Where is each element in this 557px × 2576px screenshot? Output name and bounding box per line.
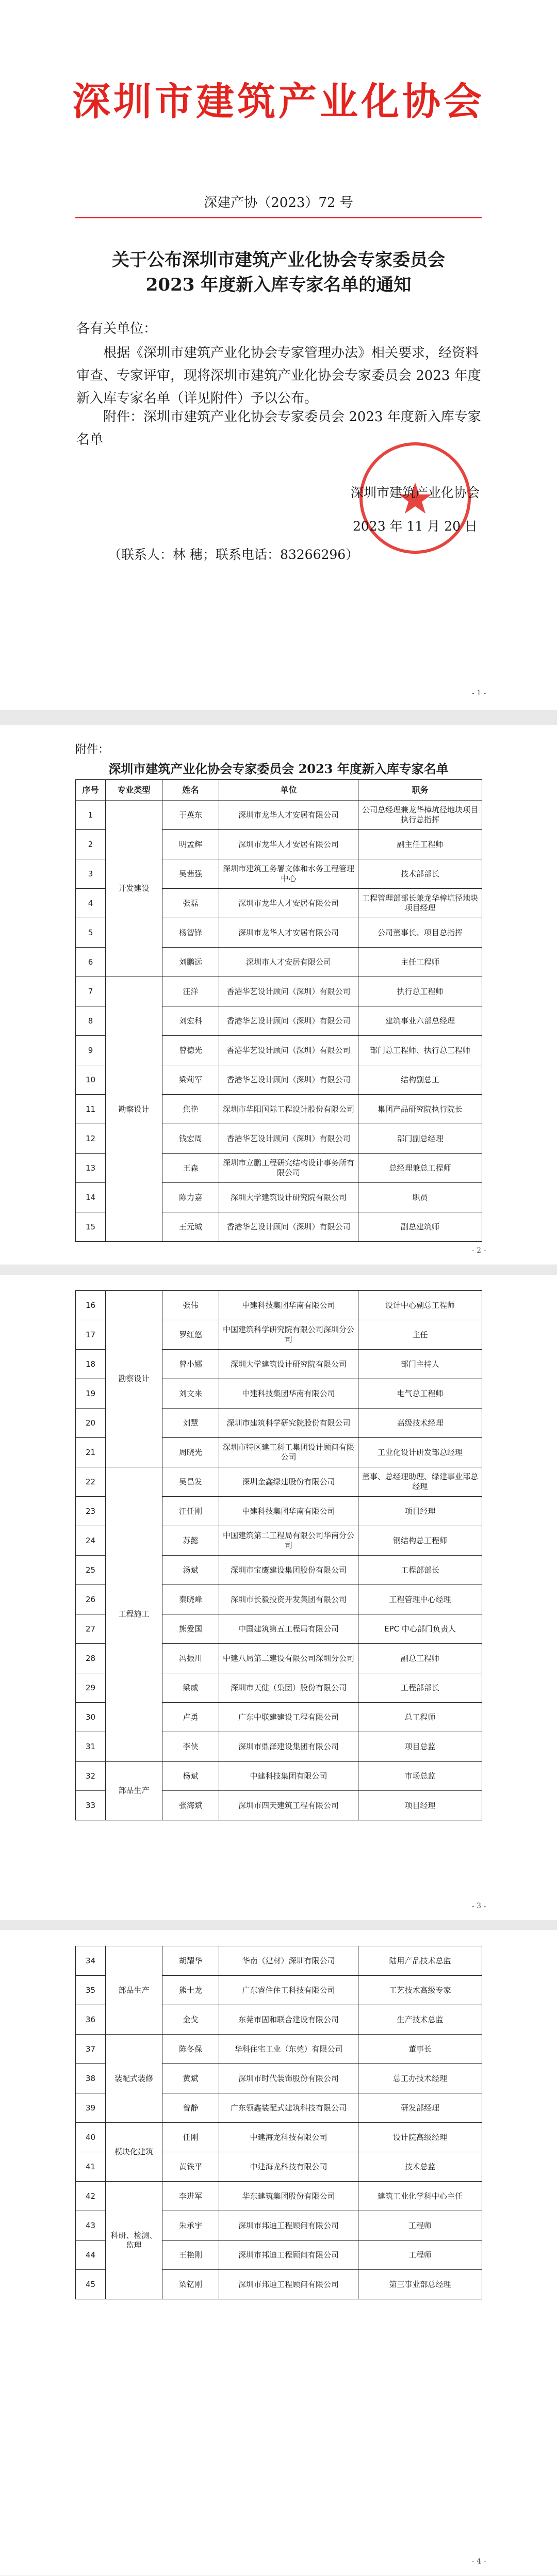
cell-unit: 深圳市邦迪工程顾问有限公司	[219, 2270, 358, 2299]
attachment-note: 附件：深圳市建筑产业化协会专家委员会 2023 年度新入库专家名单	[76, 409, 481, 447]
table-row	[76, 2035, 482, 2064]
cell-unit: 华东建筑集团股份有限公司	[219, 2182, 358, 2211]
annex-label: 附件：	[75, 743, 110, 756]
cell-post: 总经理兼总工程师	[358, 1154, 482, 1183]
cell-name: 于英东	[162, 801, 219, 830]
page-number: - 4 -	[472, 2557, 486, 2566]
table-row	[76, 801, 482, 830]
cell-no: 44	[76, 2241, 106, 2270]
cell-post: 董事、总经理助理、绿建事业部总经理	[358, 1467, 482, 1497]
cell-unit: 华科住宅工业（东莞）有限公司	[219, 2035, 358, 2064]
cell-unit: 中国建筑第五工程局有限公司	[219, 1614, 358, 1644]
col-header-type: 专业类型	[106, 780, 162, 801]
cell-type: 勘察设计	[106, 1291, 162, 1467]
page-number: - 2 -	[472, 1246, 486, 1255]
cell-no: 7	[76, 977, 106, 1006]
page-1	[0, 0, 557, 710]
cell-post: 第三事业部总经理	[358, 2270, 482, 2299]
cell-post: 工业化设计研发部总经理	[358, 1438, 482, 1467]
expert-table-part-3	[75, 1946, 482, 2299]
cell-post: 钢结构总工程师	[358, 1526, 482, 1556]
annex-title: 深圳市建筑产业化协会专家委员会 2023 年度新入库专家名单	[108, 761, 449, 776]
cell-unit: 香港华艺设计顾问（深圳）有限公司	[219, 1124, 358, 1154]
cell-name: 梁钇刚	[162, 2270, 219, 2299]
cell-post: 执行总工程师	[358, 977, 482, 1006]
cell-name: 王元城	[162, 1212, 219, 1242]
cell-no: 28	[76, 1644, 106, 1673]
cell-post: 部门副总经理	[358, 1124, 482, 1154]
cell-unit: 深圳市龙华人才安居有限公司	[219, 830, 358, 859]
cell-name: 杨斌	[162, 1762, 219, 1791]
page-number: - 3 -	[472, 1902, 486, 1910]
cell-no: 26	[76, 1585, 106, 1614]
cell-post: 部门总工程师、执行总工程师	[358, 1036, 482, 1065]
cell-post: 建筑事业六部总经理	[358, 1006, 482, 1036]
cell-name: 胡耀华	[162, 1946, 219, 1976]
cell-post: 技术总监	[358, 2152, 482, 2182]
cell-no: 35	[76, 1976, 106, 2005]
document-number: 深建产协（2023）72 号	[204, 195, 353, 211]
salutation: 各有关单位：	[76, 321, 157, 337]
cell-post: 部门主持人	[358, 1350, 482, 1379]
cell-no: 38	[76, 2064, 106, 2093]
cell-unit: 广东中联建建设工程有限公司	[219, 1703, 358, 1732]
cell-post: 工程管理中心经理	[358, 1585, 482, 1614]
cell-no: 27	[76, 1614, 106, 1644]
cell-name: 张磊	[162, 889, 219, 918]
cell-name: 刘宏科	[162, 1006, 219, 1036]
cell-no: 8	[76, 1006, 106, 1036]
cell-no: 41	[76, 2152, 106, 2182]
cell-post: 研发部经理	[358, 2093, 482, 2123]
cell-unit: 深圳市建筑工务署文体和水务工程管理中心	[219, 859, 358, 889]
cell-name: 周晓光	[162, 1438, 219, 1467]
cell-name: 任刚	[162, 2123, 219, 2152]
cell-name: 冯振川	[162, 1644, 219, 1673]
body-paragraph: 根据《深圳市建筑产业化协会专家管理办法》相关要求，经资料审查、专家评审，现将深圳市建筑产业化协会专家委员会 2023 年度新入库专家名单（详见附件）予以公布。	[76, 345, 481, 406]
cell-no: 1	[76, 801, 106, 830]
cell-post: 工艺技术高级专家	[358, 1976, 482, 2005]
cell-no: 43	[76, 2211, 106, 2241]
cell-unit: 深圳市邦迪工程顾问有限公司	[219, 2241, 358, 2270]
cell-name: 李进军	[162, 2182, 219, 2211]
cell-name: 曾静	[162, 2093, 219, 2123]
cell-name: 陈力嘉	[162, 1183, 219, 1212]
col-header-unit: 单位	[219, 780, 358, 801]
cell-name: 钱宏周	[162, 1124, 219, 1154]
cell-no: 22	[76, 1467, 106, 1497]
cell-unit: 中国建筑科学研究院有限公司深圳分公司	[219, 1320, 358, 1350]
cell-post: 集团产品研究院执行院长	[358, 1095, 482, 1124]
cell-name: 曾小娜	[162, 1350, 219, 1379]
cell-name: 罗红悠	[162, 1320, 219, 1350]
cell-name: 刘慧	[162, 1409, 219, 1438]
cell-no: 30	[76, 1703, 106, 1732]
cell-no: 23	[76, 1497, 106, 1526]
cell-no: 24	[76, 1526, 106, 1556]
cell-name: 梁莉军	[162, 1065, 219, 1095]
cell-post: 陆用产品技术总监	[358, 1946, 482, 1976]
cell-name: 黄铁平	[162, 2152, 219, 2182]
cell-type: 科研、检测、监理	[106, 2182, 162, 2299]
cell-no: 18	[76, 1350, 106, 1379]
cell-no: 33	[76, 1791, 106, 1820]
cell-post: EPC 中心部门负责人	[358, 1614, 482, 1644]
cell-unit: 中建海龙科技有限公司	[219, 2123, 358, 2152]
cell-unit: 深圳市龙华人才安居有限公司	[219, 889, 358, 918]
cell-no: 29	[76, 1673, 106, 1703]
cell-unit: 深圳市天健（集团）股份有限公司	[219, 1673, 358, 1703]
cell-type: 勘察设计	[106, 977, 162, 1242]
cell-unit: 东莞市固和联合建设有限公司	[219, 2005, 358, 2035]
cell-unit: 香港华艺设计顾问（深圳）有限公司	[219, 1065, 358, 1095]
cell-no: 3	[76, 859, 106, 889]
cell-no: 37	[76, 2035, 106, 2064]
cell-unit: 中国建筑第二工程局有限公司华南分公司	[219, 1526, 358, 1556]
cell-post: 设计中心副总工程师	[358, 1291, 482, 1320]
cell-unit: 深圳大学建筑设计研究院有限公司	[219, 1183, 358, 1212]
cell-unit: 深圳市长毅投资开发集团有限公司	[219, 1585, 358, 1614]
cell-no: 16	[76, 1291, 106, 1320]
table-row	[76, 1291, 482, 1320]
cell-name: 金戈	[162, 2005, 219, 2035]
cell-unit: 中建科技集团华南有限公司	[219, 1379, 358, 1409]
cell-type: 模块化建筑	[106, 2123, 162, 2182]
page-number: - 1 -	[472, 689, 486, 697]
cell-name: 王艳刚	[162, 2241, 219, 2270]
cell-no: 12	[76, 1124, 106, 1154]
cell-no: 10	[76, 1065, 106, 1095]
cell-unit: 深圳市时代装饰股份有限公司	[219, 2064, 358, 2093]
cell-post: 项目经理	[358, 1791, 482, 1820]
cell-post: 工程师	[358, 2211, 482, 2241]
cell-post: 项目经理	[358, 1497, 482, 1526]
cell-name: 汤斌	[162, 1556, 219, 1585]
cell-unit: 深圳市立鹏工程研究结构设计事务所有限公司	[219, 1154, 358, 1183]
cell-post: 电气总工程师	[358, 1379, 482, 1409]
table-row	[76, 977, 482, 1006]
cell-post: 主任	[358, 1320, 482, 1350]
cell-no: 36	[76, 2005, 106, 2035]
cell-unit: 香港华艺设计顾问（深圳）有限公司	[219, 977, 358, 1006]
cell-no: 2	[76, 830, 106, 859]
cell-name: 熊爱国	[162, 1614, 219, 1644]
cell-name: 汪洋	[162, 977, 219, 1006]
org-red-header: 深圳市建筑产业化协会	[72, 79, 485, 124]
cell-unit: 香港华艺设计顾问（深圳）有限公司	[219, 1006, 358, 1036]
cell-post: 副总建筑师	[358, 1212, 482, 1242]
cell-post: 结构副总工	[358, 1065, 482, 1095]
cell-no: 15	[76, 1212, 106, 1242]
cell-no: 25	[76, 1556, 106, 1585]
cell-post: 建筑工业化学科中心主任	[358, 2182, 482, 2211]
cell-type: 部品生产	[106, 1762, 162, 1820]
cell-unit: 深圳市龙华人才安居有限公司	[219, 801, 358, 830]
red-divider	[75, 217, 482, 218]
cell-unit: 深圳市华阳国际工程设计股份有限公司	[219, 1095, 358, 1124]
cell-post: 公司董事长、项目总指挥	[358, 918, 482, 948]
table-row	[76, 1467, 482, 1497]
cell-post: 生产技术总监	[358, 2005, 482, 2035]
signature-org: 深圳市建筑产业化协会	[350, 485, 480, 500]
cell-no: 42	[76, 2182, 106, 2211]
cell-no: 20	[76, 1409, 106, 1438]
title-line-2: 2023 年度新入库专家名单的通知	[145, 275, 412, 295]
cell-no: 11	[76, 1095, 106, 1124]
cell-no: 9	[76, 1036, 106, 1065]
cell-post: 总工办技术经理	[358, 2064, 482, 2093]
cell-unit: 深圳大学建筑设计研究院有限公司	[219, 1350, 358, 1379]
cell-type: 装配式装修	[106, 2035, 162, 2123]
cell-name: 曾德光	[162, 1036, 219, 1065]
cell-name: 吴茜强	[162, 859, 219, 889]
cell-post: 副总工程师	[358, 1644, 482, 1673]
cell-type: 部品生产	[106, 1946, 162, 2035]
cell-unit: 深圳市特区建工科工集团设计顾问有限公司	[219, 1438, 358, 1467]
cell-unit: 深圳市四天建筑工程有限公司	[219, 1791, 358, 1820]
cell-no: 21	[76, 1438, 106, 1467]
cell-post: 公司总经理兼龙华樟坑径地块项目执行总指挥	[358, 801, 482, 830]
cell-name: 卢勇	[162, 1703, 219, 1732]
cell-post: 董事长	[358, 2035, 482, 2064]
cell-post: 工程部部长	[358, 1673, 482, 1703]
cell-name: 李侠	[162, 1732, 219, 1762]
cell-post: 工程管理部部长兼龙华樟坑径地块项目经理	[358, 889, 482, 918]
cell-unit: 深圳市龙华人才安居有限公司	[219, 918, 358, 948]
cell-post: 职员	[358, 1183, 482, 1212]
cell-no: 14	[76, 1183, 106, 1212]
cell-unit: 中建海龙科技有限公司	[219, 2152, 358, 2182]
cell-unit: 中建科技集团华南有限公司	[219, 1497, 358, 1526]
cell-name: 杨智锋	[162, 918, 219, 948]
expert-table-part-2	[75, 1290, 482, 1820]
cell-unit: 广东领鑫装配式建筑科技有限公司	[219, 2093, 358, 2123]
cell-post: 高级技术经理	[358, 1409, 482, 1438]
cell-name: 王森	[162, 1154, 219, 1183]
table-row	[76, 2123, 482, 2152]
cell-name: 熊士龙	[162, 1976, 219, 2005]
cell-unit: 深圳市人才安居有限公司	[219, 948, 358, 977]
cell-post: 技术部部长	[358, 859, 482, 889]
cell-no: 39	[76, 2093, 106, 2123]
cell-name: 明孟辉	[162, 830, 219, 859]
cell-unit: 中建科技集团华南有限公司	[219, 1291, 358, 1320]
cell-post: 工程师	[358, 2241, 482, 2270]
cell-unit: 广东睿住住工科技有限公司	[219, 1976, 358, 2005]
cell-post: 设计院高级经理	[358, 2123, 482, 2152]
col-header-post: 职务	[358, 780, 482, 801]
cell-name: 梁威	[162, 1673, 219, 1703]
cell-post: 市场总监	[358, 1762, 482, 1791]
cell-type: 工程施工	[106, 1467, 162, 1762]
table-row	[76, 1762, 482, 1791]
cell-unit: 香港华艺设计顾问（深圳）有限公司	[219, 1212, 358, 1242]
col-header-no: 序号	[76, 780, 106, 801]
table-row	[76, 2182, 482, 2211]
cell-no: 5	[76, 918, 106, 948]
signature-date: 2023 年 11 月 20 日	[353, 519, 478, 534]
cell-name: 朱承宇	[162, 2211, 219, 2241]
cell-no: 4	[76, 889, 106, 918]
table-row	[76, 1946, 482, 1976]
cell-no: 45	[76, 2270, 106, 2299]
cell-name: 刘文来	[162, 1379, 219, 1409]
cell-name: 焦艳	[162, 1095, 219, 1124]
cell-no: 19	[76, 1379, 106, 1409]
cell-no: 6	[76, 948, 106, 977]
cell-no: 31	[76, 1732, 106, 1762]
cell-name: 苏懿	[162, 1526, 219, 1556]
cell-unit: 华南（建材）深圳有限公司	[219, 1946, 358, 1976]
cell-unit: 深圳金鑫绿建股份有限公司	[219, 1467, 358, 1497]
cell-name: 张海斌	[162, 1791, 219, 1820]
cell-unit: 深圳市鼎泽建设集团有限公司	[219, 1732, 358, 1762]
notice-title	[0, 248, 557, 297]
cell-post: 主任工程师	[358, 948, 482, 977]
expert-table-part-1	[75, 779, 482, 1242]
cell-unit: 中建科技集团有限公司	[219, 1762, 358, 1791]
cell-name: 刘鹏远	[162, 948, 219, 977]
col-header-name: 姓名	[162, 780, 219, 801]
cell-no: 17	[76, 1320, 106, 1350]
cell-unit: 深圳市邦迪工程顾问有限公司	[219, 2211, 358, 2241]
contact-info: （联系人：林 穗；联系电话：83266296）	[108, 547, 359, 562]
cell-name: 吴昌发	[162, 1467, 219, 1497]
cell-unit: 深圳市宝鹰建设集团股份有限公司	[219, 1556, 358, 1585]
cell-unit: 香港华艺设计顾问（深圳）有限公司	[219, 1036, 358, 1065]
cell-name: 黄斌	[162, 2064, 219, 2093]
cell-post: 工程部部长	[358, 1556, 482, 1585]
cell-type: 开发建设	[106, 801, 162, 977]
cell-name: 张伟	[162, 1291, 219, 1320]
cell-post: 副主任工程师	[358, 830, 482, 859]
cell-no: 34	[76, 1946, 106, 1976]
cell-unit: 深圳市建筑科学研究院股份有限公司	[219, 1409, 358, 1438]
cell-unit: 中建八局第二建设有限公司深圳分公司	[219, 1644, 358, 1673]
cell-no: 13	[76, 1154, 106, 1183]
cell-no: 32	[76, 1762, 106, 1791]
cell-post: 项目总监	[358, 1732, 482, 1762]
cell-post: 总工程师	[358, 1703, 482, 1732]
title-line-1: 关于公布深圳市建筑产业化协会专家委员会	[112, 250, 445, 270]
cell-name: 汪任刚	[162, 1497, 219, 1526]
cell-name: 秦晓峰	[162, 1585, 219, 1614]
cell-no: 40	[76, 2123, 106, 2152]
cell-name: 陈冬保	[162, 2035, 219, 2064]
